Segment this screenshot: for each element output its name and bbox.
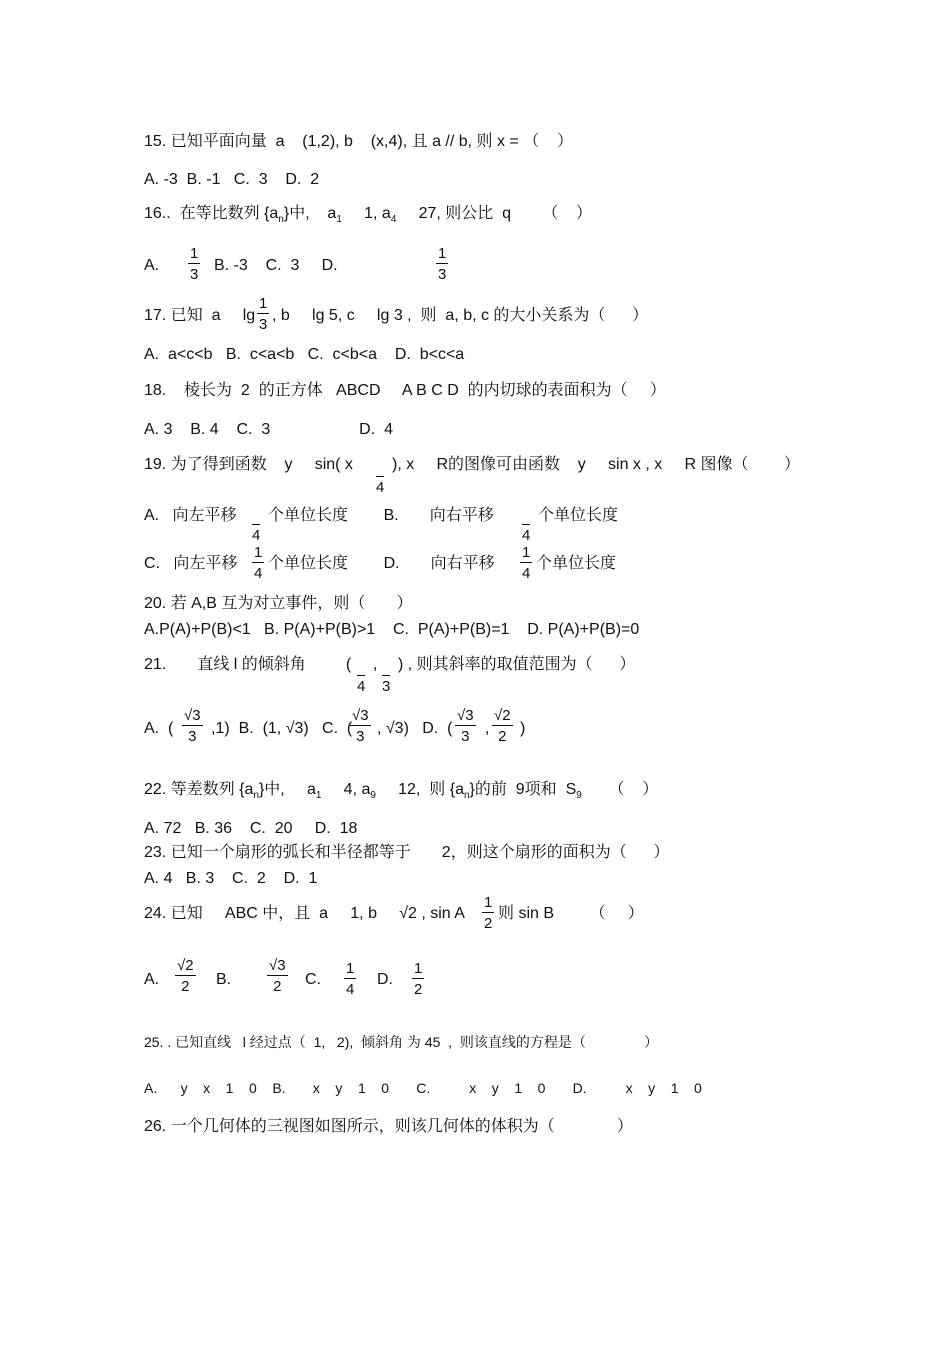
q15-stem: 15. 已知平面向量 a (1,2), b (x,4), 且 a // b, 则 x = （ ） [144,133,573,150]
q16-stem: 16.. 在等比数列 $\{a_n\}$中, $a_1$ 1, $a_4$ 27, 则公比 q （ ） [144,205,592,226]
q24-option-d-fraction: 1 2 [414,960,423,998]
q22-stem: 22. 等差数列 $\{a_n\}$中, $a_1$ 4, $a_9$ 12, 则 $\{a_n\}$的前 9项和 $S_9$ （ ） [144,781,659,802]
q19-option-b-fraction: 4 [522,507,530,543]
q26-stem: 26. 一个几何体的三视图如图所示，则该几何体的体积为（ ） [144,1118,633,1135]
q16-options-bcd: B. -3 C. 3 D. [214,257,338,274]
q21-option-a-label: A. ( [144,720,174,737]
q25-stem: 25. . 已知直线 l 经过点（ 1, 2), 倾斜角 为 45 , 则该直线的方程是（ ） [144,1034,659,1050]
q22-options: A. 72 B. 36 C. 20 D. 18 [144,820,358,837]
q24-option-b-fraction: √3 2 [269,957,286,995]
q19-stem-fraction: 4 [376,459,384,495]
q18-stem: 18. 棱长为 2 的正方体 ABCD A B C D 的内切球的表面积为（ ） [144,382,666,399]
q21-comma: , [373,656,378,673]
q21-stem-part1: 21. 直线 l 的倾斜角 ( [144,656,352,673]
q19-option-c-fraction: 1 4 [254,544,263,582]
q23-options: A. 4 B. 3 C. 2 D. 1 [144,870,318,887]
q19-stem-part1: 19. 为了得到函数 y sin( x [144,456,353,473]
q25-options: A. y x 1 0 B. x y 1 0 C. x y 1 0 D. x y 1 0 [144,1080,702,1096]
q24-option-a-label: A. [144,971,160,988]
q24-stem-fraction: 1 2 [484,894,493,932]
q15-options: A. -3 B. -1 C. 3 D. 2 [144,171,320,188]
q21-option-c-fraction: √3 3 [352,707,369,745]
q16-fraction-d: 1 3 [438,245,447,283]
q24-option-c-label: C. [305,971,321,988]
q21-fraction-2: 3 [382,658,390,694]
q20-stem: 20. 若 A,B 互为对立事件，则（ ） [144,595,413,612]
q19-option-a-fraction: 4 [252,507,260,543]
q17-fraction: 1 3 [259,295,268,333]
q19-option-c-part2: 个单位长度 D. 向右平移 [268,555,495,572]
q20-options: A.P(A)+P(B)<1 B. P(A)+P(B)>1 C. P(A)+P(B)=1 D. P(A)+P(B)=0 [144,621,640,638]
q21-option-d-close: ) [520,720,526,737]
q24-stem-part1: 24. 已知 ABC 中，且 a 1, b √2 , sin A [144,905,465,922]
q16-option-a-label: A. [144,257,160,274]
q19-option-d-fraction: 1 4 [522,544,531,582]
q19-option-a-part1: A. 向左平移 [144,507,237,524]
q21-option-d-fraction-2: √2 2 [494,707,511,745]
q24-option-a-fraction: √2 2 [177,957,194,995]
q19-stem-part2: ), x R的图像可由函数 y sin x , x R 图像（ ） [392,456,801,473]
q17-options: A. a<c<b B. c<a<b C. c<b<a D. b<c<a [144,346,465,363]
q24-option-d-label: D. [377,971,393,988]
q19-option-c-part1: C. 向左平移 [144,555,238,572]
q21-stem-part2: ) , 则其斜率的取值范围为（ ） [398,656,636,673]
q24-stem-part2: 则 sin B （ ） [498,905,644,922]
q21-options-bc: ,1) B. (1, √3) C. ( [211,720,353,737]
q19-option-b-part2: 个单位长度 [538,507,619,524]
q21-fraction-1: 4 [357,658,365,694]
q19-option-a-part2: 个单位长度 B. 向右平移 [268,507,494,524]
q21-option-d-comma: , [485,720,490,737]
q21-option-d-fraction-1: √3 3 [457,707,474,745]
q17-stem-part1: 17. 已知 a lg [144,307,256,324]
q18-options: A. 3 B. 4 C. 3 D. 4 [144,421,393,438]
q24-option-c-fraction: 1 4 [346,960,355,998]
q24-option-b-label: B. [216,971,232,988]
q19-option-d-part2: 个单位长度 [536,555,617,572]
q21-options-cd: , √3) D. ( [377,720,453,737]
q17-stem-part2: , b lg 5, c lg 3 , 则 a, b, c 的大小关系为（ ） [272,307,649,324]
q21-option-a-fraction: √3 3 [184,707,201,745]
q16-fraction-a: 1 3 [190,245,199,283]
q23-stem: 23. 已知一个扇形的弧长和半径都等于 2，则这个扇形的面积为（ ） [144,844,670,861]
